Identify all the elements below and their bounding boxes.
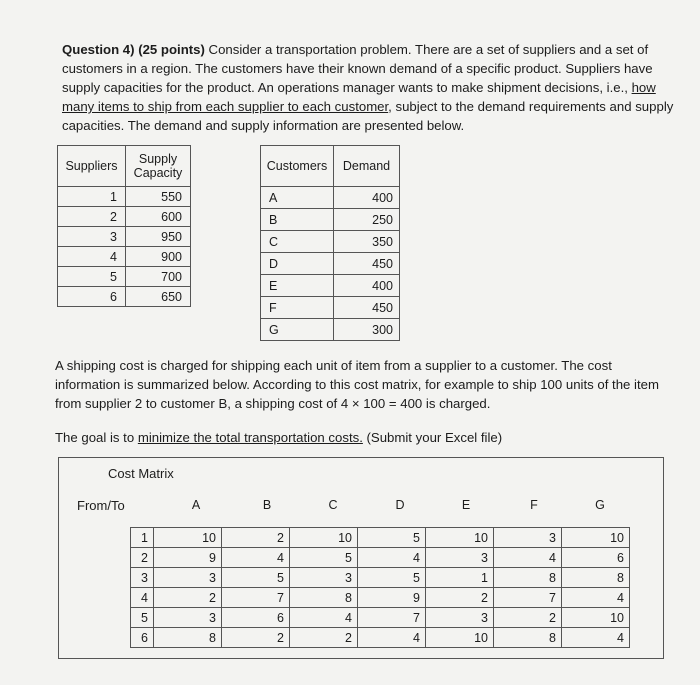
cost-cell: 10 <box>290 528 358 548</box>
cost-matrix-row-label: 5 <box>131 608 154 628</box>
cost-cell: 10 <box>154 528 222 548</box>
cost-cell: 9 <box>154 548 222 568</box>
supplier-id-cell: 4 <box>58 247 126 267</box>
cost-matrix-row-label: 4 <box>131 588 154 608</box>
cost-cell: 6 <box>222 608 290 628</box>
demand-value-cell: 450 <box>334 253 400 275</box>
cost-cell: 3 <box>154 608 222 628</box>
cost-cell: 7 <box>358 608 426 628</box>
supply-table <box>57 145 191 307</box>
table-row <box>131 548 630 568</box>
customer-id-cell: D <box>261 253 334 275</box>
table-row <box>58 267 191 287</box>
supply-capacity-cell: 550 <box>126 187 191 207</box>
cost-matrix-row-label: 1 <box>131 528 154 548</box>
supply-capacity-cell: 600 <box>126 207 191 227</box>
cost-cell: 10 <box>562 528 630 548</box>
table-row <box>131 528 630 548</box>
cost-cell: 9 <box>358 588 426 608</box>
demand-value-cell: 300 <box>334 319 400 341</box>
customer-id-cell: G <box>261 319 334 341</box>
cost-cell: 5 <box>358 528 426 548</box>
cost-cell: 4 <box>494 548 562 568</box>
cost-paragraph: A shipping cost is charged for shipping each unit of item from a supplier to a customer. The cost information is summarized below. According to this cost matrix, for example to ship 100 units of the item from supplier 2 to customer B, a shipping cost of 4 × 100 = 400 is charged. <box>55 358 659 411</box>
cost-cell: 2 <box>290 628 358 648</box>
customer-id-cell: A <box>261 187 334 209</box>
cost-matrix-row-header: From/To <box>77 498 125 513</box>
cost-cell: 8 <box>154 628 222 648</box>
question-paragraph <box>62 40 677 135</box>
demand-value-cell: 400 <box>334 187 400 209</box>
cost-cell: 3 <box>426 608 494 628</box>
supplier-id-cell: 2 <box>58 207 126 227</box>
cost-cell: 4 <box>358 628 426 648</box>
cost-matrix-table <box>130 527 630 648</box>
table-row <box>131 608 630 628</box>
cost-cell: 10 <box>426 528 494 548</box>
question-text-2: , subject to the demand requirements and supply capacities. The demand and supply information are presented below. <box>62 99 674 133</box>
cost-matrix-row-label: 3 <box>131 568 154 588</box>
supply-capacity-cell: 700 <box>126 267 191 287</box>
table-row <box>261 297 400 319</box>
table-row <box>261 275 400 297</box>
cost-cell: 3 <box>290 568 358 588</box>
demand-value-cell: 350 <box>334 231 400 253</box>
cost-matrix-row-label: 6 <box>131 628 154 648</box>
cost-matrix-column-header: G <box>595 498 605 512</box>
cost-cell: 3 <box>154 568 222 588</box>
supply-header-suppliers: Suppliers <box>58 146 126 187</box>
supply-capacity-cell: 950 <box>126 227 191 247</box>
cost-cell: 2 <box>222 628 290 648</box>
supply-header-capacity: Supply Capacity <box>126 146 191 187</box>
table-row <box>58 227 191 247</box>
cost-cell: 8 <box>562 568 630 588</box>
supplier-id-cell: 5 <box>58 267 126 287</box>
customer-id-cell: F <box>261 297 334 319</box>
table-row <box>131 628 630 648</box>
cost-matrix-column-header: E <box>461 498 471 512</box>
table-row <box>261 209 400 231</box>
goal-paragraph <box>55 428 655 447</box>
cost-cell: 2 <box>494 608 562 628</box>
question-text-1: Consider a transportation problem. There are a set of suppliers and a set of customers in a region. The customers have their known demand of a specific product. Suppliers have supply capacities for the product. An operations manager wants to make shipment decisions, i.e., <box>62 42 653 95</box>
cost-cell: 7 <box>222 588 290 608</box>
cost-matrix-column-header: D <box>395 498 405 512</box>
cost-cell: 5 <box>358 568 426 588</box>
cost-cell: 3 <box>494 528 562 548</box>
cost-cell: 4 <box>562 588 630 608</box>
cost-cell: 4 <box>222 548 290 568</box>
cost-cell: 2 <box>154 588 222 608</box>
goal-suffix: (Submit your Excel file) <box>362 430 503 445</box>
table-row <box>261 187 400 209</box>
supplier-id-cell: 3 <box>58 227 126 247</box>
cost-matrix-title: Cost Matrix <box>108 466 174 481</box>
customer-id-cell: E <box>261 275 334 297</box>
table-row <box>58 207 191 227</box>
cost-cell: 3 <box>426 548 494 568</box>
demand-table <box>260 145 400 341</box>
cost-cell: 8 <box>494 628 562 648</box>
cost-cell: 6 <box>562 548 630 568</box>
cost-cell: 4 <box>358 548 426 568</box>
question-label: Question 4) (25 points) <box>62 42 205 57</box>
demand-header-customers: Customers <box>261 146 334 187</box>
customer-id-cell: B <box>261 209 334 231</box>
table-row <box>131 568 630 588</box>
cost-matrix-column-header: A <box>191 498 201 512</box>
table-row <box>131 588 630 608</box>
question-underlined-text: how many items to ship from each supplier to each customer <box>62 80 656 114</box>
cost-cell: 5 <box>290 548 358 568</box>
supply-capacity-cell: 650 <box>126 287 191 307</box>
cost-matrix-row-label: 2 <box>131 548 154 568</box>
goal-underlined: minimize the total transportation costs. <box>137 430 363 445</box>
table-row <box>261 253 400 275</box>
cost-matrix-column-header: F <box>530 498 538 512</box>
demand-value-cell: 250 <box>334 209 400 231</box>
table-row <box>58 187 191 207</box>
cost-cell: 1 <box>426 568 494 588</box>
cost-cell: 2 <box>426 588 494 608</box>
cost-cell: 8 <box>494 568 562 588</box>
cost-cell: 7 <box>494 588 562 608</box>
cost-cell: 4 <box>290 608 358 628</box>
supply-capacity-cell: 900 <box>126 247 191 267</box>
customer-id-cell: C <box>261 231 334 253</box>
table-row <box>58 287 191 307</box>
cost-cell: 5 <box>222 568 290 588</box>
supplier-id-cell: 1 <box>58 187 126 207</box>
cost-matrix-column-header: C <box>328 498 338 512</box>
goal-prefix: The goal is to <box>55 430 138 445</box>
demand-value-cell: 400 <box>334 275 400 297</box>
cost-cell: 10 <box>426 628 494 648</box>
table-row <box>58 247 191 267</box>
cost-matrix-column-header: B <box>262 498 272 512</box>
cost-cell: 8 <box>290 588 358 608</box>
cost-cell: 2 <box>222 528 290 548</box>
cost-cell: 10 <box>562 608 630 628</box>
demand-value-cell: 450 <box>334 297 400 319</box>
cost-cell: 4 <box>562 628 630 648</box>
supplier-id-cell: 6 <box>58 287 126 307</box>
table-row <box>261 319 400 341</box>
table-row <box>261 231 400 253</box>
demand-header-demand: Demand <box>334 146 400 187</box>
